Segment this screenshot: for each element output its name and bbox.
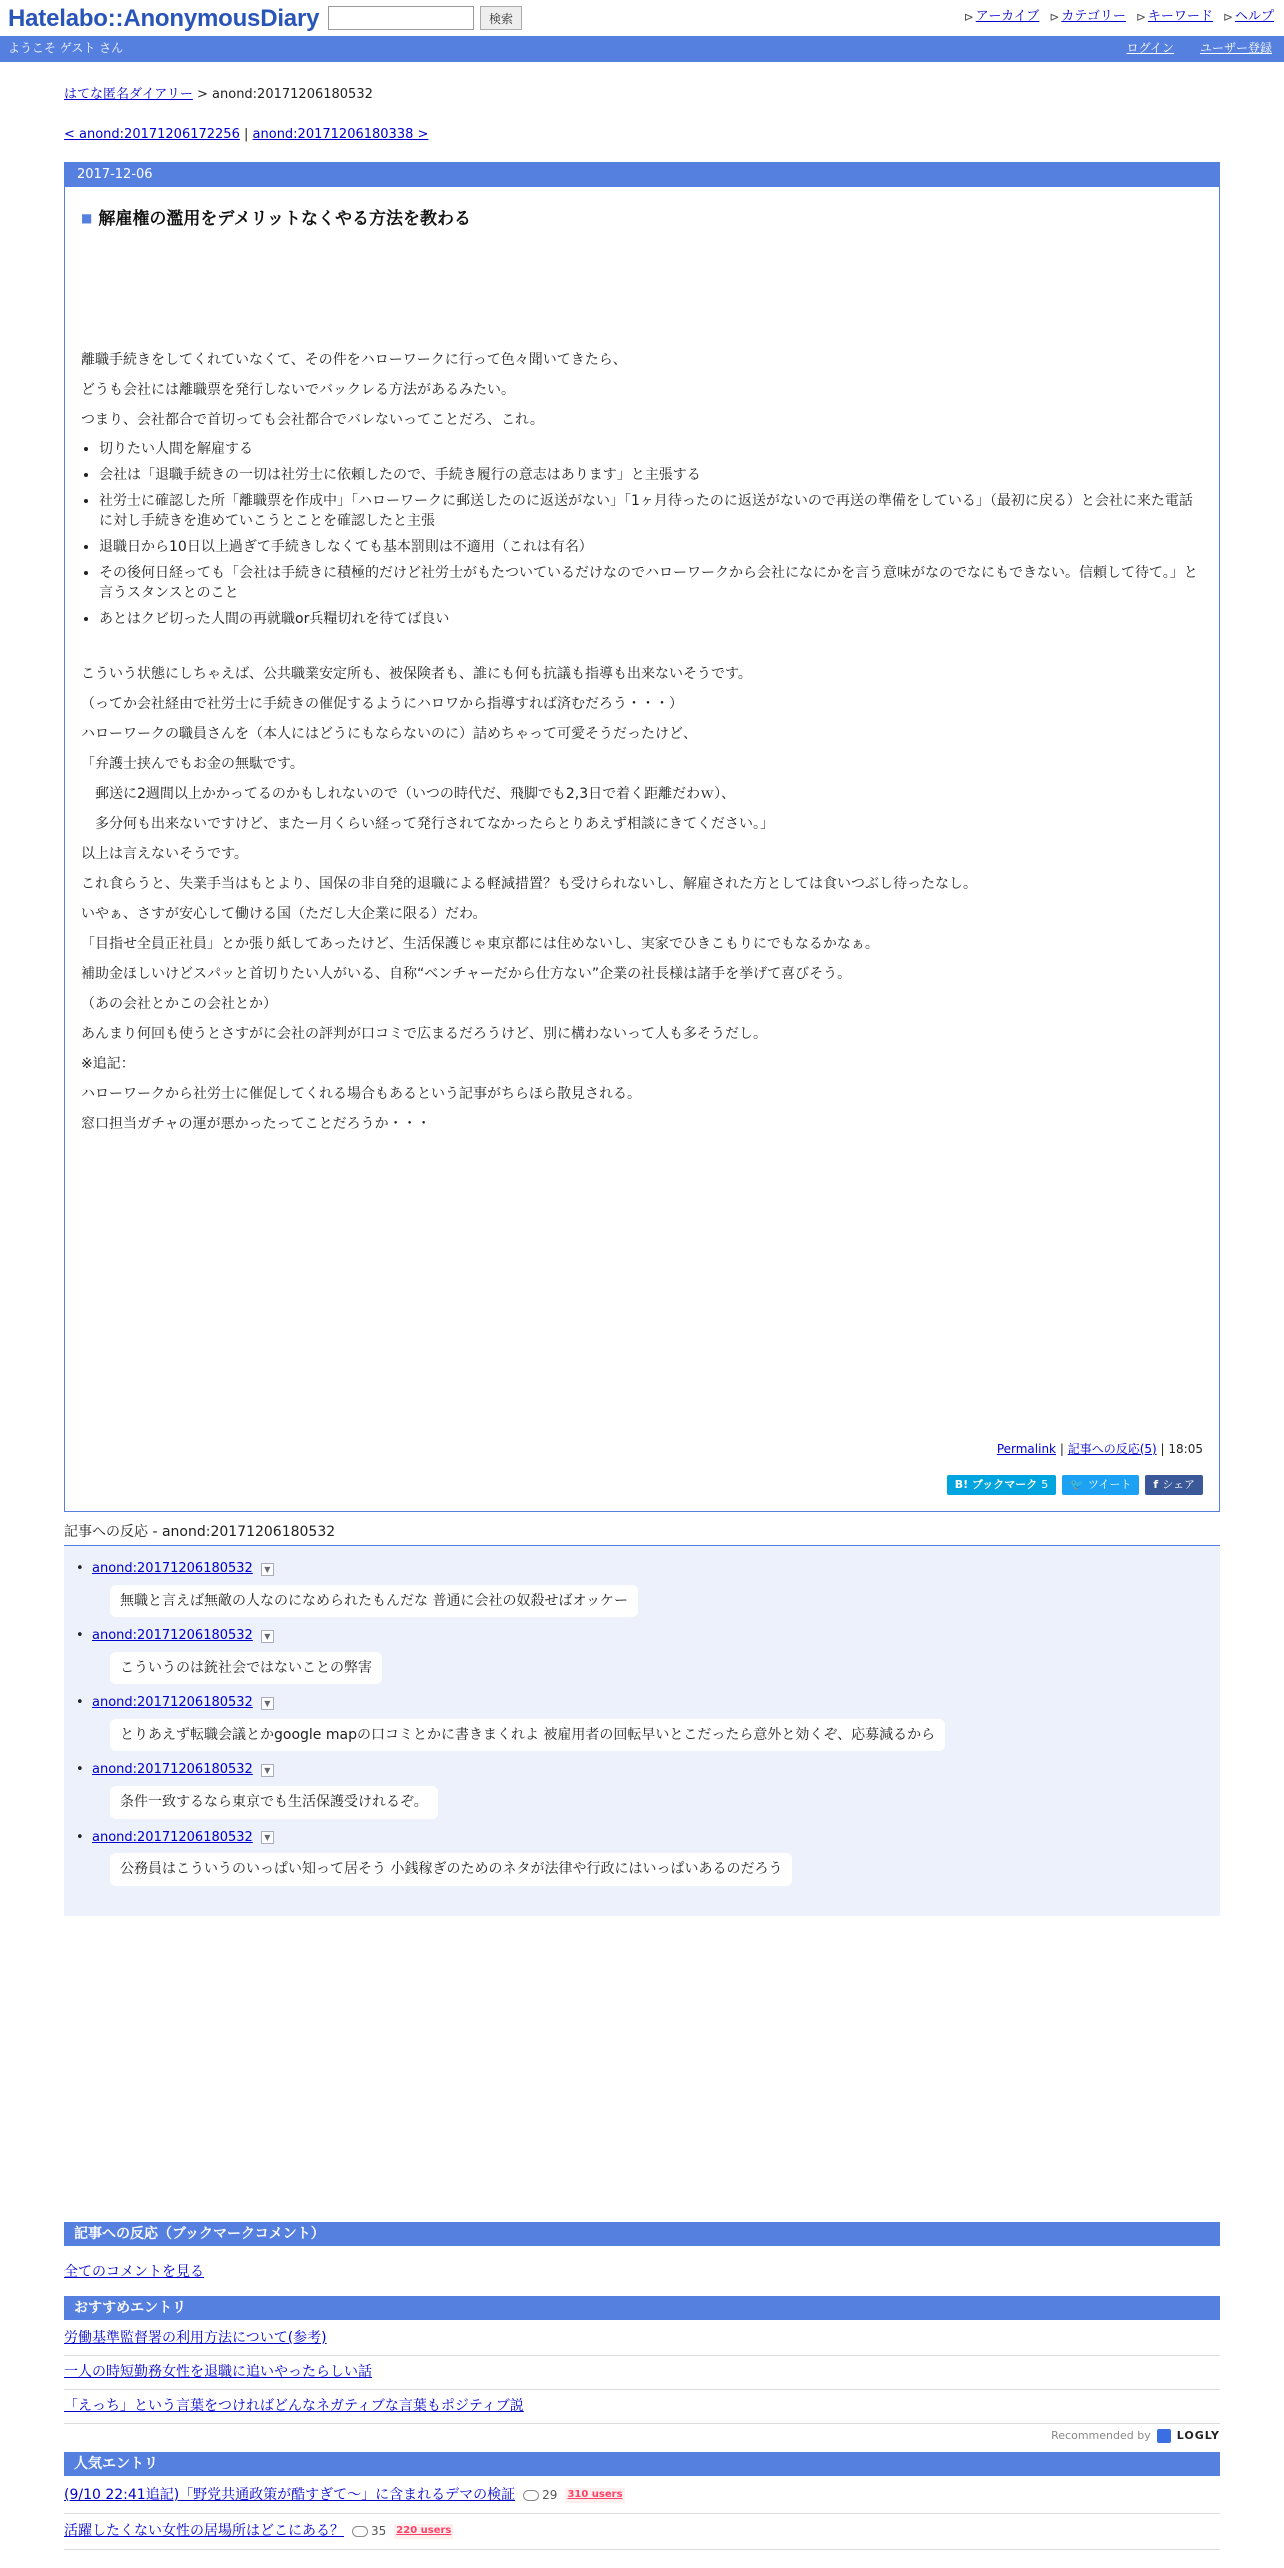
reactions-link[interactable]: 記事への反応(5) xyxy=(1067,1442,1157,1456)
pager-separator: | xyxy=(244,127,249,142)
hatena-bookmark-count: 5 xyxy=(1041,1478,1049,1492)
entry-box xyxy=(64,162,1220,1512)
comment-count[interactable] xyxy=(523,2487,557,2504)
body-paragraph: これ食らうと、失業手当はもとより、国保の非自発的退職による軽減措置？も受けられないし、解雇された方としては食いつぶし待ったなし。 xyxy=(81,876,977,892)
hatena-bookmark-label: B! ブックマーク xyxy=(954,1478,1038,1492)
nav-keyword[interactable] xyxy=(1136,8,1213,27)
body-paragraph: ※追記： xyxy=(81,1056,135,1072)
footer-separator: | xyxy=(1059,1442,1064,1456)
response-head xyxy=(92,1627,1220,1646)
response-item xyxy=(92,1694,1220,1751)
logly-brand: LOGLY xyxy=(1176,2429,1220,2442)
bookmark-comments-header: 記事への反応（ブックマークコメント） xyxy=(64,2222,1220,2246)
body-paragraph: あんまり何回も使うとさすがに会社の評判が口コミで広まるだろうけど、別に構わないって人も多そうだし。 xyxy=(81,1026,767,1042)
entry-body xyxy=(81,349,1201,1143)
facebook-icon: f xyxy=(1153,1478,1159,1492)
users-badge[interactable]: 220 users xyxy=(394,2524,453,2539)
chevron-down-icon[interactable]: ▼ xyxy=(261,1764,274,1777)
response-link[interactable]: • anond:20171206180532 xyxy=(92,1762,253,1778)
response-text: こういうのは銃社会ではないことの弊害 xyxy=(110,1652,382,1684)
comment-count-value: 35 xyxy=(371,2523,387,2538)
body-paragraph: 以上は言えないそうです。 xyxy=(81,846,248,862)
welcome-bar xyxy=(0,36,1284,62)
body-paragraph: 離職手続きをしてくれていなくて、その件をハローワークに行って色々聞いてきたら、 xyxy=(81,352,627,368)
login-link[interactable]: ログイン xyxy=(1126,41,1174,56)
permalink-link[interactable]: Permalink xyxy=(996,1442,1056,1456)
nav-keyword-link[interactable]: キーワード xyxy=(1147,9,1213,24)
tweet-button[interactable] xyxy=(1062,1475,1139,1495)
nav-archive[interactable] xyxy=(964,8,1040,27)
comment-count-value: 29 xyxy=(542,2487,558,2502)
welcome-text: ようこそ ゲスト さん xyxy=(8,41,124,56)
list-item xyxy=(64,2322,1220,2356)
response-link[interactable]: • anond:20171206180532 xyxy=(92,1695,253,1711)
response-head xyxy=(92,1761,1220,1780)
body-paragraph: 多分何も出来ないですけど、またー月くらい経って発行されてなかったらとりあえず相談にきてください。」 xyxy=(81,816,774,832)
chevron-down-icon[interactable]: ▼ xyxy=(261,1563,274,1576)
list-item: • 退職日から10日以上過ぎて手続きしなくても基本罰則は不適用（これは有名） xyxy=(99,537,1201,557)
arrow-icon: ⊳ xyxy=(1049,9,1060,24)
register-link[interactable]: ユーザー登録 xyxy=(1199,41,1272,56)
breadcrumb xyxy=(64,86,373,105)
body-paragraph: 補助金ほしいけどスパッと首切りたい人がいる、自称“ベンチャーだから仕方ない”企業の社長様は諸手を挙げて喜びそう。 xyxy=(81,966,852,982)
spacer xyxy=(81,639,1201,663)
list-item xyxy=(64,2514,1220,2550)
body-paragraph: （ってか会社経由で社労士に手続きの催促するようにハロワから指導すれば済むだろう・・・） xyxy=(81,696,683,712)
entry-pager xyxy=(64,126,428,145)
entry-bullet-list xyxy=(81,439,1201,629)
recommended-by-text: Recommended by xyxy=(1051,2429,1151,2442)
site-logo[interactable]: Hatelabo::AnonymousDiary xyxy=(8,5,320,32)
breadcrumb-current: anond:20171206180532 xyxy=(212,87,373,102)
logly-logo-icon xyxy=(1157,2429,1171,2443)
recommended-header: おすすめエントリ xyxy=(64,2296,1220,2320)
users-badge[interactable]: 310 users xyxy=(565,2488,624,2503)
arrow-icon: ⊳ xyxy=(1135,9,1146,24)
list-item xyxy=(64,2356,1220,2390)
response-head xyxy=(92,1694,1220,1713)
recommended-list xyxy=(64,2322,1220,2424)
body-paragraph: ハローワークの職員さんを（本人にはどうにもならないのに）詰めちゃって可愛そうだったけど、 xyxy=(81,726,697,742)
chevron-down-icon[interactable]: ▼ xyxy=(261,1831,274,1844)
entry-time: 18:05 xyxy=(1168,1442,1203,1456)
response-text: 条件一致するなら東京でも生活保護受けれるぞ。 xyxy=(110,1786,438,1818)
response-head xyxy=(92,1560,1220,1579)
entry-footer xyxy=(997,1441,1203,1458)
body-paragraph: こういう状態にしちゃえば、公共職業安定所も、被保険者も、誰にも何も抗議も指導も出来ないそうです。 xyxy=(81,666,752,682)
arrow-icon: ⊳ xyxy=(963,9,974,24)
body-paragraph: いやぁ、さすが安心して働ける国（ただし大企業に限る）だわ。 xyxy=(81,906,487,922)
hatena-bookmark-button[interactable] xyxy=(947,1475,1056,1495)
comment-count[interactable] xyxy=(352,2523,386,2540)
recommended-link[interactable]: 労働基準監督署の利用方法について(参考) xyxy=(64,2330,327,2346)
response-text: とりあえず転職会議とかgoogle mapの口コミとかに書きまくれよ 被雇用者の回転早いとこだったら意外と効くぞ、応募減るから xyxy=(110,1719,945,1751)
breadcrumb-separator: > xyxy=(196,87,208,102)
footer-separator: | xyxy=(1160,1442,1165,1456)
recommended-link[interactable]: 「えっち」という言葉をつければどんなネガティブな言葉もポジティブ説 xyxy=(64,2398,524,2414)
responses-list xyxy=(64,1546,1220,1916)
response-item xyxy=(92,1627,1220,1684)
breadcrumb-home[interactable]: はてな匿名ダイアリー xyxy=(64,87,193,102)
body-paragraph: （あの会社とかこの会社とか） xyxy=(81,996,277,1012)
response-text: 無職と言えば無敵の人なのになめられたもんだな 普通に会社の奴殺せばオッケー xyxy=(110,1585,638,1617)
response-link[interactable]: • anond:20171206180532 xyxy=(92,1561,253,1576)
entry-title-text: 解雇権の濫用をデメリットなくやる方法を教わる xyxy=(98,209,471,229)
popular-list xyxy=(64,2478,1220,2550)
all-comments-link[interactable]: 全てのコメントを見る xyxy=(64,2264,204,2280)
comment-icon xyxy=(352,2526,368,2537)
body-paragraph: 「弁護士挟んでもお金の無駄です。 xyxy=(81,756,304,772)
popular-link[interactable]: (9/10 22:41追記)「野党共通政策が酷すぎて～」に含まれるデマの検証 xyxy=(64,2487,516,2504)
nav-help[interactable] xyxy=(1223,8,1274,27)
tweet-label: ツイート xyxy=(1087,1478,1132,1492)
list-item: • 会社は「退職手続きの一切は社労士に依頼したので、手続き履行の意志はあります」と主張する xyxy=(99,465,1201,485)
recommended-link[interactable]: 一人の時短勤務女性を退職に追いやったらしい話 xyxy=(64,2364,372,2380)
chevron-down-icon[interactable]: ▼ xyxy=(261,1630,274,1643)
search-input[interactable] xyxy=(328,6,474,30)
response-item xyxy=(92,1761,1220,1818)
top-bar xyxy=(0,0,1284,36)
search-button[interactable]: 検索 xyxy=(480,6,522,30)
popular-link[interactable]: 活躍したくない女性の居場所はどこにある？ xyxy=(64,2523,344,2540)
entry-title xyxy=(81,207,471,232)
top-nav xyxy=(964,8,1274,27)
list-item: • 切りたい人間を解雇する xyxy=(99,439,1201,459)
twitter-icon: 🐦 xyxy=(1070,1478,1084,1492)
entry-date: 2017-12-06 xyxy=(65,163,1219,187)
chevron-down-icon[interactable]: ▼ xyxy=(261,1697,274,1710)
list-item xyxy=(64,2390,1220,2424)
share-buttons xyxy=(947,1475,1203,1495)
response-link[interactable]: • anond:20171206180532 xyxy=(92,1829,253,1845)
nav-help-link[interactable]: ヘルプ xyxy=(1234,9,1274,24)
body-paragraph: どうも会社には離職票を発行しないでバックレる方法があるみたい。 xyxy=(81,382,515,398)
nav-archive-link[interactable]: アーカイブ xyxy=(975,9,1040,24)
response-item xyxy=(92,1829,1220,1886)
popular-header: 人気エントリ xyxy=(64,2452,1220,2476)
nav-category-link[interactable]: カテゴリー xyxy=(1061,9,1126,24)
prev-entry-link[interactable]: < anond:20171206172256 xyxy=(64,127,240,142)
response-link[interactable]: • anond:20171206180532 xyxy=(92,1628,253,1644)
response-item xyxy=(92,1560,1220,1617)
logly-attribution[interactable] xyxy=(1051,2428,1220,2444)
body-paragraph: 窓口担当ガチャの運が悪かったってことだろうか・・・ xyxy=(81,1116,431,1132)
response-head xyxy=(92,1829,1220,1848)
body-paragraph: ハローワークから社労士に催促してくれる場合もあるという記事がちらほら散見される。 xyxy=(81,1086,641,1102)
body-paragraph: 「目指せ全員正社員」とか張り紙してあったけど、生活保護じゃ東京都には住めないし、実家でひきこもりにでもなるかなぁ。 xyxy=(81,936,879,952)
body-paragraph: 郵送に2週間以上かかってるのかもしれないので（いつの時代だ、飛脚でも2,3日で着く距離だわｗ）、 xyxy=(81,786,736,802)
square-icon[interactable]: ■ xyxy=(81,211,93,225)
nav-category[interactable] xyxy=(1049,8,1126,27)
facebook-share-label: シェア xyxy=(1162,1478,1195,1492)
response-text: 公務員はこういうのいっぱい知って居そう 小銭稼ぎのためのネタが法律や行政にはいっぱいあるのだろう xyxy=(110,1853,792,1885)
next-entry-link[interactable]: anond:20171206180338 > xyxy=(252,127,429,142)
list-item: • 社労士に確認した所「離職票を作成中」「ハローワークに郵送したのに返送がない」「1ヶ月待ったのに返送がないので再送の準備をしている」（最初に戻る）と会社に来た電話に対し手続きを進めていこうとことを確認したと主張 xyxy=(99,491,1201,531)
list-item: • あとはクビ切った人間の再就職or兵糧切れを待てば良い xyxy=(99,609,1201,629)
search-form xyxy=(328,6,522,30)
comment-icon xyxy=(523,2490,539,2501)
facebook-share-button[interactable] xyxy=(1145,1475,1203,1495)
list-item: • その後何日経っても「会社は手続きに積極的だけど社労士がもたついているだけなのでハローワークから会社になにかを言う意味がなのでなにもできない。信頼して待て。」と言うスタンスとのこと xyxy=(99,563,1201,603)
arrow-icon: ⊳ xyxy=(1222,9,1233,24)
responses-title: 記事への反応 - anond:20171206180532 xyxy=(64,1522,1220,1546)
list-item xyxy=(64,2478,1220,2514)
body-paragraph: つまり、会社都合で首切っても会社都合でバレないってことだろ、これ。 xyxy=(81,412,544,428)
